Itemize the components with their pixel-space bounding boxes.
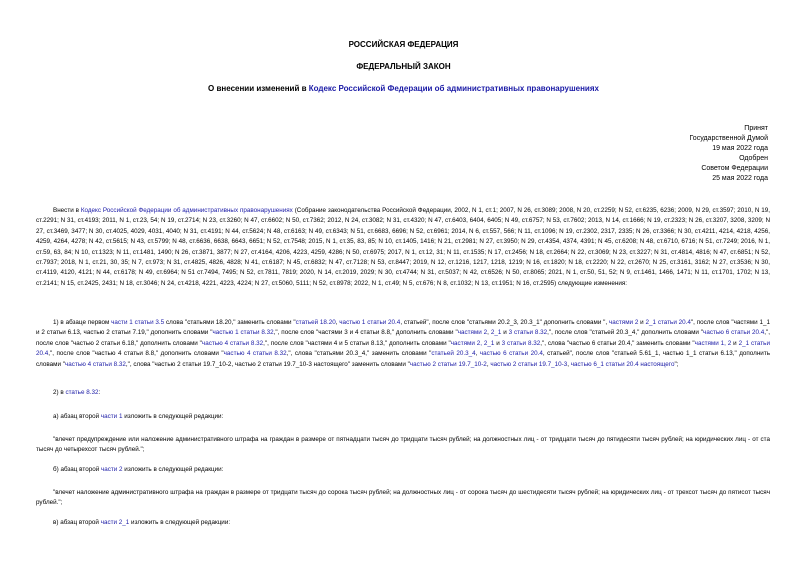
code-link[interactable]: Кодекс Российской Федерации об административных правонарушениях xyxy=(308,84,599,93)
law-link[interactable]: 3 статьи 8.32 xyxy=(508,329,548,337)
law-link[interactable]: части 2_1 xyxy=(100,519,130,526)
law-link[interactable]: частью 6_1 статьи 20.4 настоящего xyxy=(570,360,675,368)
quote-a-paragraph: "влечет предупреждение или наложение административного штрафа на граждан в размере от пятнадцати тысяч до тридцати тысяч рублей; на должностных лиц - от тридцати тысяч до пятидесяти тысяч рублей; на юридических лиц - от ста тысяч до четырехсот тысяч рублей."; xyxy=(36,436,770,454)
law-link[interactable]: частью 4 статьи 8.32 xyxy=(201,339,264,347)
adoption-line: Государственной Думой xyxy=(689,135,768,142)
law-link[interactable]: 2_1 статьи 20.4 xyxy=(645,319,691,326)
country-heading: РОССИЙСКАЯ ФЕДЕРАЦИЯ xyxy=(348,40,459,49)
law-link[interactable]: частью 2 статьи 19.7_10-3 xyxy=(490,360,568,368)
law-link[interactable]: частями 1, 2 xyxy=(694,339,732,347)
law-link[interactable]: части 2 xyxy=(100,466,123,473)
adoption-line: 19 мая 2022 года xyxy=(712,145,768,152)
law-title xyxy=(0,84,807,93)
law-link[interactable]: 2_1 xyxy=(490,329,502,337)
adoption-line: Советом Федерации xyxy=(701,165,768,172)
law-link[interactable]: 2_1 статьи 20.4 xyxy=(36,339,770,358)
law-link[interactable]: частью 4 статьи 8.32 xyxy=(65,360,126,368)
law-link[interactable]: частями 2 xyxy=(457,329,488,337)
item-1-paragraph: 1) в абзаце первом части 1 статьи 3.5 слова "статьями 18.20," заменить словами "статьей 18.20, частью 1 статьи 20.4, статьей", после слов "статьями 20.2_3, 20.3_1" дополнить словами ", частями 2 и 2_1 статьи 20.4", после слов "частями 1_1 и 2 статьи 6.13, частью 2 статьи 7.19," дополнить словами "частью 1 статьи 8.32,", после слов "частями 3 и 4 статьи 8.8," дополнить словами "частями 2, 2_1 и 3 статьи 8.32,", после слов "статьей 20.3_4," дополнить словами "частью 6 статьи 20.4,", после слов "частью 2 статьи 6.18," дополнить словами "частью 4 статьи 8.32,", после слов "частями 4 и 5 статьи 8.13," дополнить словами "частями 2, 2_1 и 3 статьи 8.32,", слова "частью 6 статьи 20.4," заменить словами "частями 1, 2 и 2_1 статьи 20.4,", после слов "частью 4 статьи 8.8," дополнить словами "частью 4 статьи 8.32,", слова "статьями 20.3_4," заменить словами "статьей 20.3_4, частью 6 статьи 20.4, статьей", после слов "статьей 5.61_1, частью 1_1 статьи 6.13," дополнить словами "частью 4 статьи 8.32,", слова "частью 2 статьи 19.7_10-2, частью 2 статьи 19.7_10-3 настоящего" заменить словами "частью 2 статьи 19.7_10-2, частью 2 статьи 19.7_10-3, частью 6_1 статьи 20.4 настоящего"; xyxy=(36,319,771,368)
law-link[interactable]: частью 1 статьи 8.32 xyxy=(212,329,274,337)
law-link[interactable]: частями 2, 2_1 xyxy=(450,339,495,347)
law-title-prefix: О внесении изменений в xyxy=(208,84,309,93)
law-link[interactable]: частями 2 xyxy=(608,319,639,326)
adoption-block xyxy=(689,124,768,184)
adoption-line: Принят xyxy=(744,125,768,132)
item-2c-paragraph: в) абзац второй части 2_1 изложить в следующей редакции: xyxy=(53,519,231,526)
law-link[interactable]: частью 1 статьи 20.4 xyxy=(339,319,401,326)
law-type-heading: ФЕДЕРАЛЬНЫЙ ЗАКОН xyxy=(356,62,451,71)
law-link[interactable]: статьей 20.3_4 xyxy=(431,350,476,358)
law-link[interactable]: статьей 18.20 xyxy=(295,319,336,326)
law-link[interactable]: 3 статьи 8.32 xyxy=(501,339,541,347)
intro-paragraph: Внести в Кодекс Российской Федерации об административных правонарушениях (Собрание законодательства Российской Федерации, 2002, N 1, ст.1; 2007, N 26, ст.3089; 2008, N 20, ст.2259; N 52, ст.6235, 6236; 2009, N 29, ст.3597; 2010, N 19, ст.2291; N 31, ст.4193; 2011, N 1, ст.23, 54; N 19, ст.2714; N 23, ст.3260; N 47, ст.6602; N 50, ст.7362; 2012, N 24, ст.3082; N 31, ст.4320; N 47, ст.6403, 6404, 6405; N 49, ст.6757; N 53, ст.7602; 2013, N 14, ст.1666; N 19, ст.2323; N 26, ст.3207, 3208, 3209; N 27, ст.3469, 3477; N 30, ст.4025, 4029, 4031, 4040; N 31, ст.4191; N 44, ст.5624; N 48, ст.6163; N 49, ст.6343; N 51, ст.6683, 6696; N 52, ст.6961; 2014, N 6, ст.557, 566; N 11, ст.1096; N 19, ст.2302, 2317, 2335; N 26, ст.3366; N 30, ст.4211, 4214, 4218, 4256, 4259, 4264, 4278; N 42, ст.5615; N 43, ст.5799; N 48, ст.6636, 6638, 6643, 6651; N 52, ст.7548; 2015, N 1, ст.35, 83, 85; N 10, ст.1405, 1416; N 21, ст.2981; N 27, ст.3950; N 29, ст.4354, 4374, 4391; N 45, ст.6208; N 48, ст.6710, 6716; N 51, ст.7249; 2016, N 1, ст.59, 63, 84; N 10, ст.1323; N 11, ст.1481, 1490; N 26, ст.3871, 3877; N 27, ст.4164, 4206, 4223, 4259, 4286; N 50, ст.6975; 2017, N 1, ст.12, 31; N 11, ст.1535; N 17, ст.2456; N 18, ст.2664; N 22, ст.3069; N 23, ст.3227; N 31, ст.4814, 4816; N 47, ст.6851; N 52, ст.7937; 2018, N 1, ст.21, 30, 35; N 7, ст.973; N 31, ст.4825, 4826, 4828; N 41, ст.6187; N 45, ст.6832; N 47, ст.7128; N 53, ст.8447; 2019, N 12, ст.1216, 1217, 1218, 1219; N 16, ст.1820; N 18, ст.2220; N 22, ст.2670; N 25, ст.3161, 3162; N 27, ст.3536; N 30, ст.4119, 4120, 4121; N 44, ст.6178; N 49, ст.6964; N 51 ст.7494, 7495; N 52, ст.7811, 7819; 2020, N 14, ст.2019, 2029; N 30, ст.4744; N 31, ст.5037; N 42, ст.6526; N 50, ст.8065; 2021, N 1, ст.50, 51, 52; N 9, ст.1461, 1466, 1471; N 11, ст.1701, 1702; N 13, ст.2141; N 15, ст.2425, 2431; N 18, ст.3046; N 24, ст.4218, 4221, 4223, 4224; N 27, ст.5060, 5111; N 52, ст.8978; 2022, N 1, ст.49; N 5, ст.676; N 8, ст.1032; N 13, ст.1951; N 16, ст.2595) следующие изменения: xyxy=(36,207,770,287)
law-link[interactable]: части 1 статьи 3.5 xyxy=(111,319,165,326)
law-link[interactable]: частью 6 статьи 20.4 xyxy=(703,329,765,337)
item-2b-paragraph: б) абзац второй части 2 изложить в следующей редакции: xyxy=(53,466,224,473)
law-link[interactable]: частью 6 статьи 20.4 xyxy=(479,350,543,358)
law-link[interactable]: части 1 xyxy=(100,413,123,420)
item-2a-paragraph: а) абзац второй части 1 изложить в следующей редакции: xyxy=(53,413,224,420)
law-link[interactable]: частью 2 статьи 19.7_10-2 xyxy=(409,360,487,368)
law-link[interactable]: частью 4 статьи 8.32 xyxy=(223,350,287,358)
adoption-line: Одобрен xyxy=(739,155,768,162)
code-link[interactable]: Кодекс Российской Федерации об административных правонарушениях xyxy=(80,207,293,214)
law-link[interactable]: статье 8.32 xyxy=(65,389,99,396)
adoption-line: 25 мая 2022 года xyxy=(712,175,768,182)
item-2-paragraph: 2) в статье 8.32: xyxy=(53,389,101,396)
quote-b-paragraph: "влечет наложение административного штрафа на граждан в размере от тридцати тысяч до сорока тысяч рублей; на должностных лиц - от сорока тысяч до шестидесяти тысяч рублей; на юридических лиц - от трехсот тысяч до пятисот тысяч рублей."; xyxy=(36,489,770,507)
